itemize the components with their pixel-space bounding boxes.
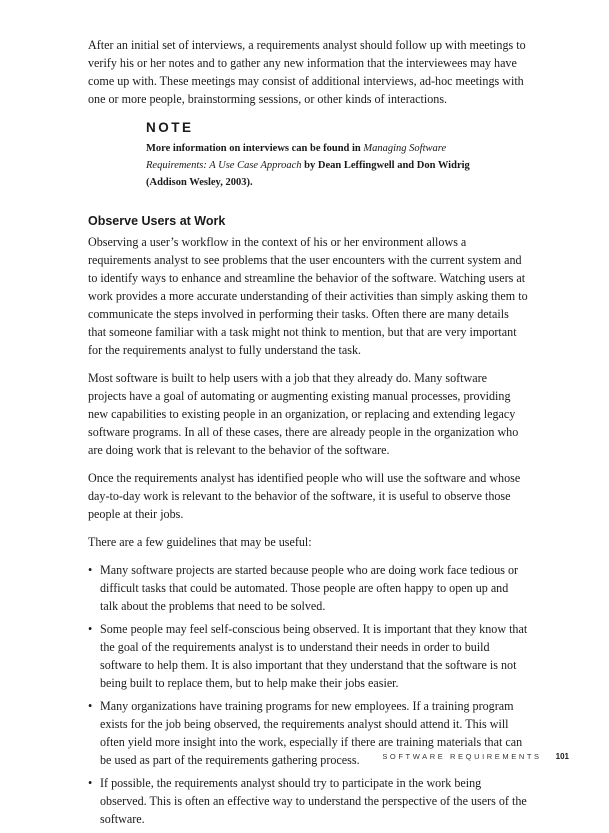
- bullet-icon: •: [88, 563, 93, 577]
- list-item-text: Many organizations have training programs for new employees. If a training program exists for the job being observed, the requirements analyst should attend it. This will often yield more insight into the work, especially if there are training materials that can be used as part of the requirements gathering process.: [100, 699, 523, 767]
- note-text: [146, 140, 496, 191]
- body-paragraph: Most software is built to help users with a job that they already do. Many software projects have a goal of automating or augmenting existing manual processes, providing new capabilities to existing people in an organization, or replacing and extending legacy software programs. In all of these cases, there are already people in the organization who are doing work that is relevant to the behavior of the software.: [88, 371, 519, 457]
- guidelines-list: [88, 561, 528, 828]
- bullet-icon: •: [88, 776, 93, 790]
- bullet-icon: •: [88, 622, 93, 636]
- bullet-icon: •: [88, 699, 93, 713]
- note-text-after: by Dean Leffingwell and Don Widrig (Addison Wesley, 2003).: [146, 160, 470, 188]
- running-head: SOFTWARE REQUIREMENTS: [382, 752, 542, 761]
- note-box: [146, 120, 496, 191]
- body-paragraph: Observing a user’s workflow in the context of his or her environment allows a requirements analyst to see problems that the user encounters with the current system and to identify ways to enhance and streamline the behavior of the software. Watching users at work provides a more accurate understanding of their activities than simply asking them to communicate the steps involved in performing their tasks. Often there are many details that someone familiar with a task might not think to mention, but that are very important for the requirements analyst to fully understand the task.: [88, 235, 528, 357]
- page-number: 101: [555, 752, 569, 761]
- list-item: [88, 561, 528, 615]
- page-content: [88, 36, 528, 833]
- body-paragraph: Once the requirements analyst has identified people who will use the software and whose day-to-day work is relevant to the behavior of the software, it is useful to observe those people at their jobs.: [88, 471, 521, 521]
- note-label: NOTE: [146, 120, 194, 135]
- list-item: [88, 620, 528, 692]
- note-book-title: Managing Software Requirements: A Use Case Approach: [146, 143, 447, 171]
- page-footer: [382, 752, 569, 761]
- list-item: [88, 774, 528, 828]
- guidelines-intro: There are a few guidelines that may be useful:: [88, 535, 312, 549]
- list-item-text: Many software projects are started because people who are doing work face tedious or difficult tasks that could be automated. Those people are often happy to open up and talk about the problems that need to be solved.: [100, 563, 519, 613]
- list-item-text: Some people may feel self-conscious being observed. It is important that they know that the goal of the requirements analyst is to understand their needs in order to build software to help them. It is also important that they understand that the software is not being built to replace them, but to help make their jobs easier.: [100, 622, 528, 690]
- section-heading: Observe Users at Work: [88, 214, 226, 228]
- note-text-before: More information on interviews can be found in: [146, 143, 364, 154]
- intro-paragraph: After an initial set of interviews, a requirements analyst should follow up with meetings to verify his or her notes and to gather any new information that the interviewees may have come up with. These meetings may consist of additional interviews, ad-hoc meetings with one or more people, brainstorming sessions, or other kinds of interactions.: [88, 38, 526, 106]
- list-item-text: If possible, the requirements analyst should try to participate in the work being observed. This is often an effective way to understand the perspective of the users of the software.: [100, 776, 527, 826]
